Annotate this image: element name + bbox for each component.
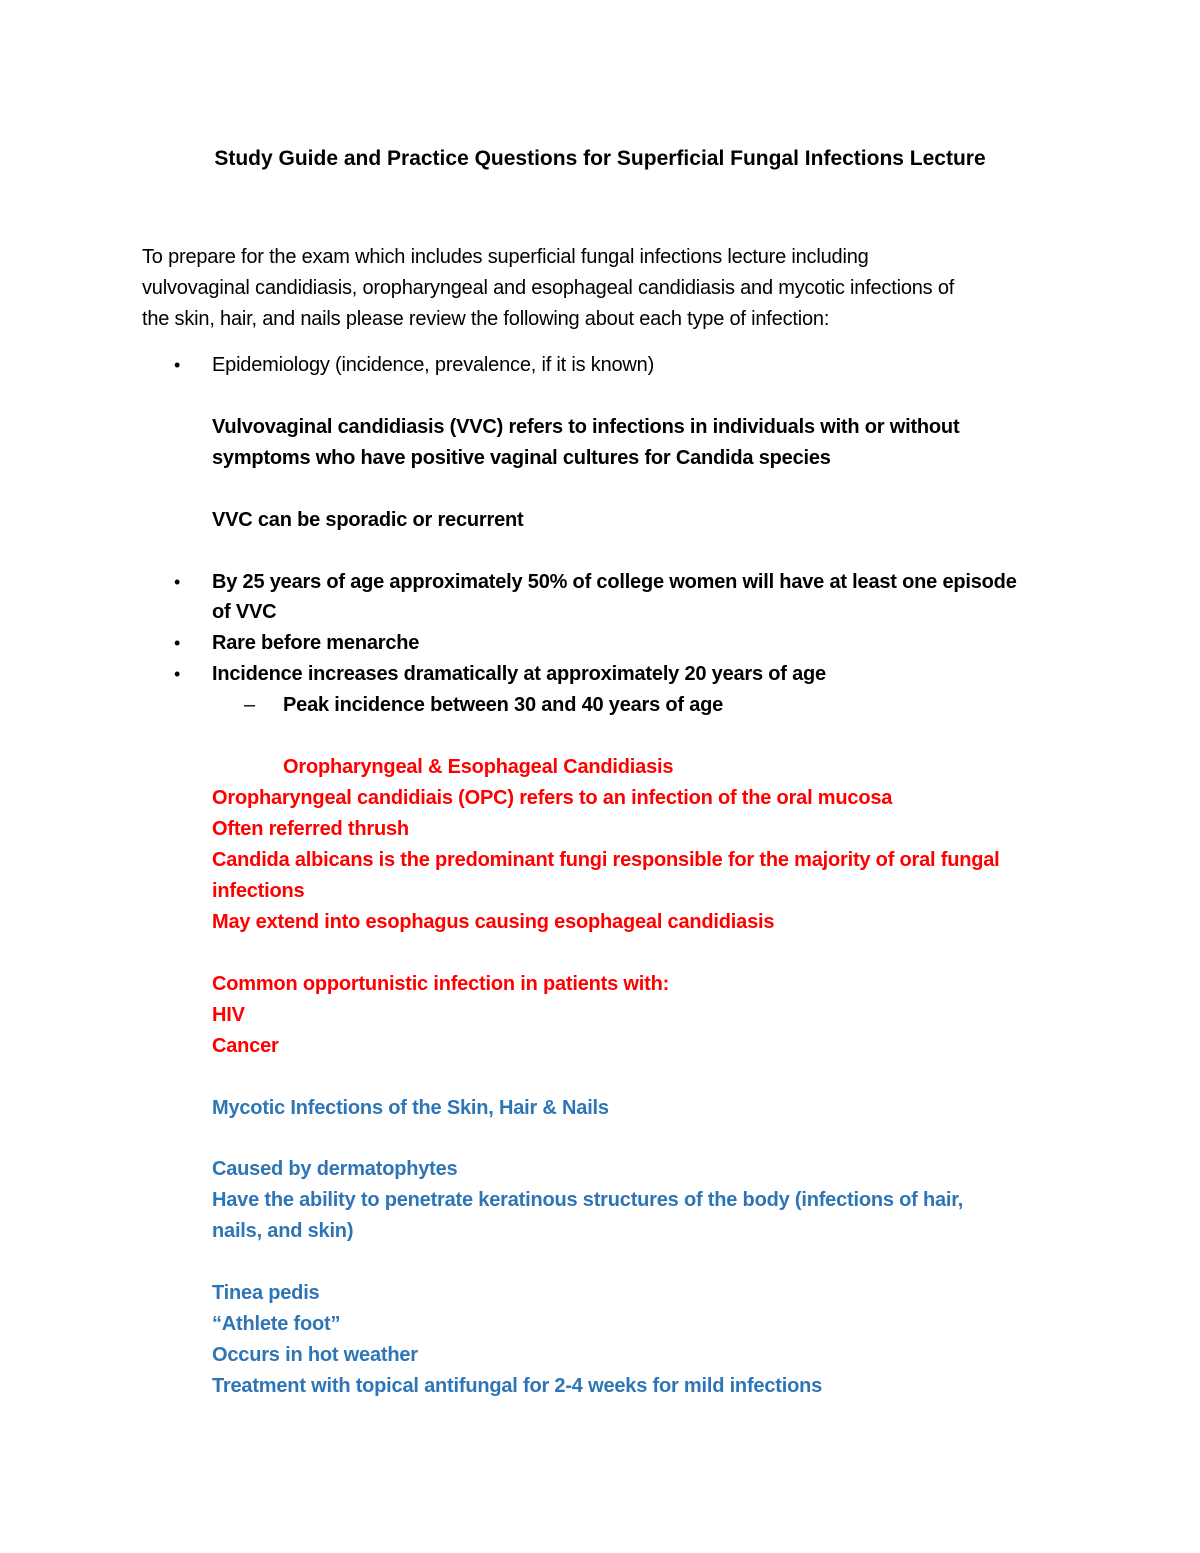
tinea-line-3: Occurs in hot weather [212, 1344, 418, 1366]
intro-line-3: the skin, hair, and nails please review the following about each type of infection: [142, 308, 830, 330]
oral-line-2: Often referred thrush [212, 818, 409, 840]
bullet-icon: • [174, 664, 181, 684]
mycotic-line-3: nails, and skin) [212, 1220, 354, 1242]
oral-opportunistic-heading: Common opportunistic infection in patients with: [212, 973, 670, 995]
oral-condition-cancer: Cancer [212, 1035, 279, 1057]
bullet-icon: • [174, 572, 181, 592]
bullet-icon: • [174, 355, 181, 375]
oral-line-5: May extend into esophagus causing esophageal candidiasis [212, 911, 775, 933]
vvc-college-line-1: By 25 years of age approximately 50% of college women will have at least one episode [212, 571, 1017, 593]
mycotic-line-2: Have the ability to penetrate keratinous structures of the body (infections of hair, [212, 1189, 964, 1211]
vvc-incidence: Incidence increases dramatically at approximately 20 years of age [212, 663, 826, 685]
vvc-sporadic: VVC can be sporadic or recurrent [212, 509, 524, 531]
dash-icon: – [244, 694, 256, 716]
oral-heading: Oropharyngeal & Esophageal Candidiasis [283, 756, 674, 778]
mycotic-heading: Mycotic Infections of the Skin, Hair & Nails [212, 1097, 609, 1119]
oral-line-1: Oropharyngeal candidiais (OPC) refers to an infection of the oral mucosa [212, 787, 893, 809]
oral-line-4: infections [212, 880, 305, 902]
tinea-line-1: Tinea pedis [212, 1282, 320, 1304]
vvc-definition-line-2: symptoms who have positive vaginal cultures for Candida species [212, 447, 831, 469]
intro-line-2: vulvovaginal candidiasis, oropharyngeal and esophageal candidiasis and mycotic infections of [142, 277, 955, 299]
vvc-college-line-2: of VVC [212, 601, 277, 623]
vvc-peak: Peak incidence between 30 and 40 years of age [283, 694, 724, 716]
oral-condition-hiv: HIV [212, 1004, 245, 1026]
vvc-menarche: Rare before menarche [212, 632, 420, 654]
mycotic-line-1: Caused by dermatophytes [212, 1158, 458, 1180]
tinea-line-4: Treatment with topical antifungal for 2-4 weeks for mild infections [212, 1375, 823, 1397]
document-title: Study Guide and Practice Questions for Superficial Fungal Infections Lecture [214, 147, 986, 170]
tinea-line-2: “Athlete foot” [212, 1313, 341, 1335]
oral-line-3: Candida albicans is the predominant fungi responsible for the majority of oral fungal [212, 849, 1000, 871]
bullet-icon: • [174, 633, 181, 653]
intro-line-1: To prepare for the exam which includes superficial fungal infections lecture including [142, 246, 869, 268]
vvc-definition-line-1: Vulvovaginal candidiasis (VVC) refers to infections in individuals with or without [212, 416, 960, 438]
bullet-epidemiology: Epidemiology (incidence, prevalence, if it is known) [212, 354, 655, 376]
